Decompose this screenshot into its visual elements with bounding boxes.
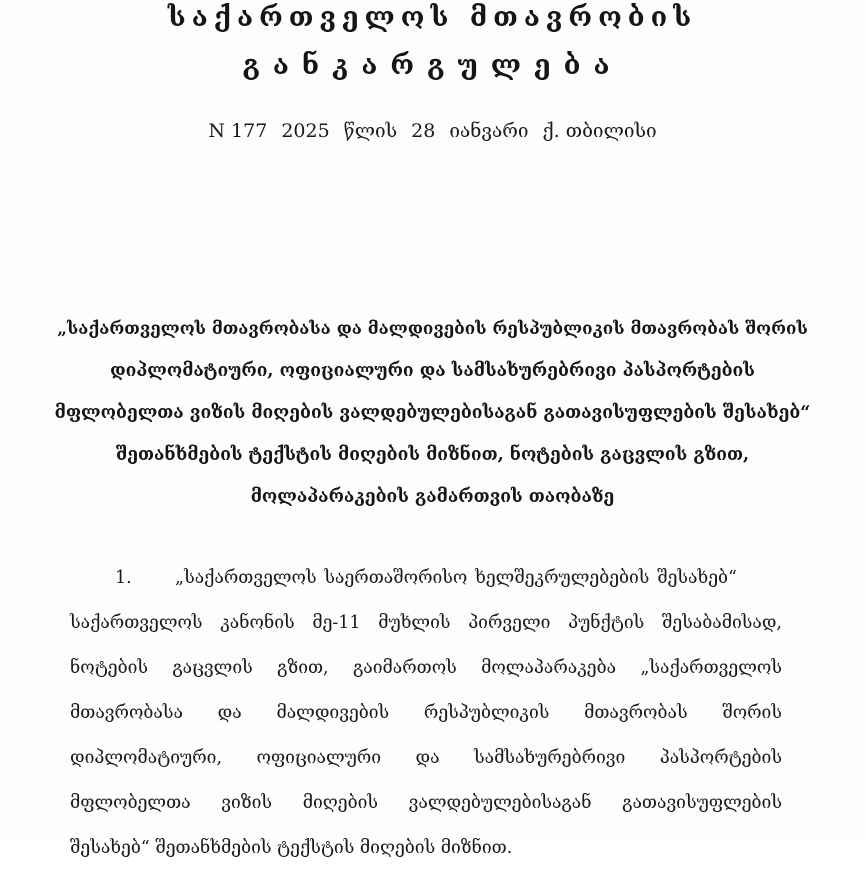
paragraph-line: ნოტების გაცვლის გზით, გაიმართოს მოლაპარაკება „საქართველოს — [70, 658, 782, 678]
decree-year: 2025 — [281, 120, 330, 142]
document-number-date-place — [0, 120, 865, 142]
paragraph-line-text: „საქართველოს საერთაშორისო ხელშეკრულებების შესახებ“ — [175, 568, 737, 588]
paragraph-line: მთავრობასა და მალდივების რესპუბლიკის მთავრობას შორის — [70, 703, 782, 723]
decree-number: N 177 — [208, 120, 268, 142]
title-line: მოლაპარაკების გამართვის თაობაზე — [250, 487, 615, 507]
paragraph-line — [70, 556, 782, 601]
decree-day: 28 — [411, 120, 436, 142]
title-line: მფლობელთა ვიზის მიღების ვალდებულებისაგან გათავისუფლების შესახებ“ — [54, 403, 811, 423]
title-line: შეთანხმების ტექსტის მიღების მიზნით, ნოტების გაცვლის გზით, — [115, 445, 750, 465]
paragraph-1 — [70, 556, 782, 871]
decree-year-word: წლის — [343, 120, 398, 142]
paragraph-line: მფლობელთა ვიზის მიღების ვალდებულებისაგან გათავისუფლების — [70, 793, 782, 813]
decree-title — [50, 308, 815, 518]
title-line: „საქართველოს მთავრობასა და მალდივების რესპუბლიკის მთავრობას შორის — [57, 319, 808, 339]
paragraph-line: შესახებ“ შეთანხმების ტექსტის მიღების მიზნით. — [70, 838, 513, 858]
decree-month: იანვარი — [449, 120, 529, 142]
government-heading: საქართველოს მთავრობის — [167, 2, 698, 33]
paragraph-line: საქართველოს კანონის მე-11 მუხლის პირველი პუნქტის შესაბამისად, — [70, 613, 782, 633]
decree-heading: განკარგულება — [242, 50, 623, 81]
title-line: დიპლომატიური, ოფიციალური და სამსახურებრივი პასპორტების — [110, 361, 755, 381]
paragraph-number: 1. — [115, 568, 132, 588]
decree-place: ქ. თბილისი — [542, 120, 657, 142]
paragraph-line: დიპლომატიური, ოფიციალური და სამსახურებრივი პასპორტების — [70, 748, 782, 768]
